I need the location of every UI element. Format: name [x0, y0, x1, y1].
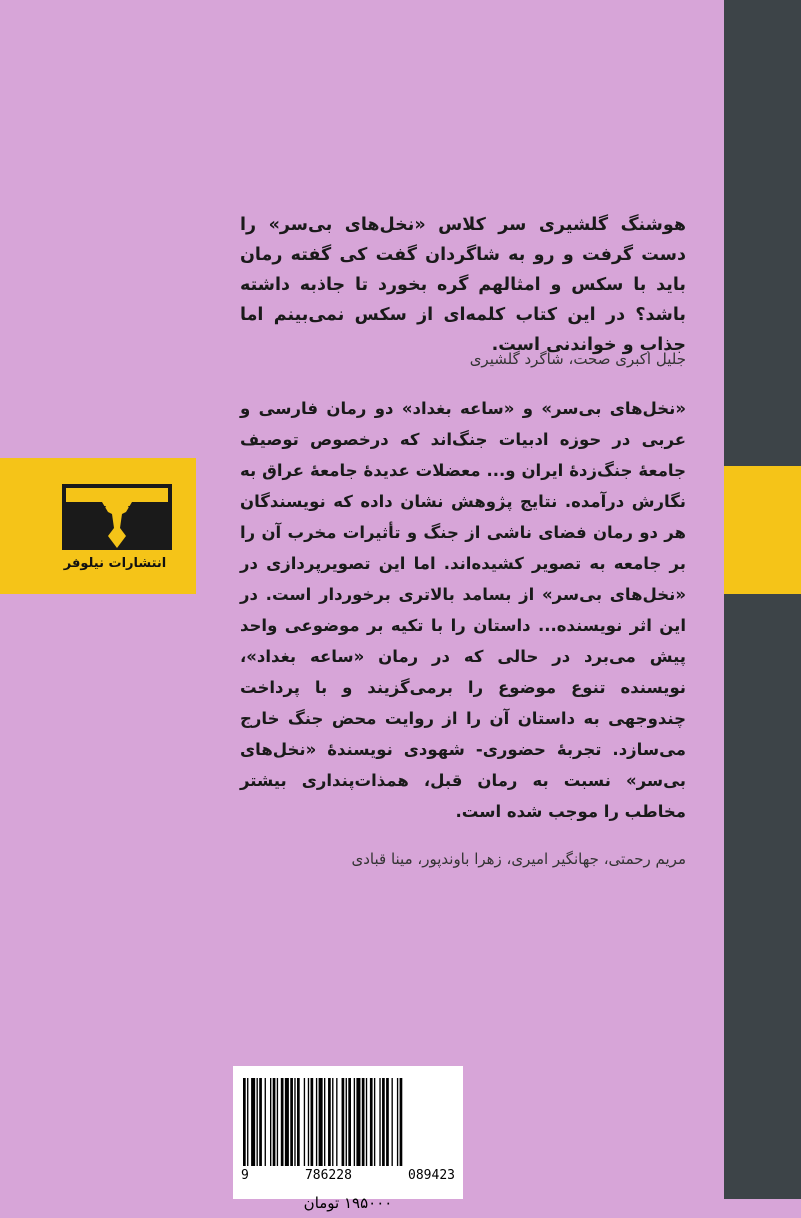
barcode-bar [354, 1078, 355, 1166]
barcode-bar [346, 1078, 347, 1166]
barcode-bar [290, 1078, 293, 1166]
barcode-bar [379, 1078, 380, 1166]
nilufar-publisher-logo-icon [62, 484, 172, 562]
isbn-digit-group: 9 [241, 1168, 249, 1183]
barcode-bar [270, 1078, 271, 1166]
barcode-bar [297, 1078, 300, 1166]
barcode-bar [392, 1078, 393, 1166]
barcode-bar [400, 1078, 403, 1166]
barcode-bar [277, 1078, 278, 1166]
barcode-bar [362, 1078, 365, 1166]
barcode-bar [247, 1078, 248, 1166]
barcode-bar [382, 1078, 385, 1166]
barcode-bar [294, 1078, 295, 1166]
barcode-bar [257, 1078, 258, 1166]
barcode-bar [311, 1078, 314, 1166]
price-label: ۱۹۵۰۰۰ تومان [303, 1194, 393, 1212]
barcode-bar [366, 1078, 367, 1166]
barcode-bar [265, 1078, 266, 1166]
barcode-bar [374, 1078, 375, 1166]
barcode-bar [356, 1078, 360, 1166]
spine-accent-band [724, 466, 801, 594]
isbn-digit-group: 089423 [408, 1168, 455, 1183]
barcode-bar [285, 1078, 289, 1166]
review-quote-2-authors: مریم رحمتی، جهانگیر امیری، زهرا باوندپور، مینا قبادی [351, 850, 686, 868]
barcode-bar [273, 1078, 276, 1166]
review-quote-1: هوشنگ گلشیری سر کلاس «نخل‌های بی‌سر» را دست گرفت و رو به شاگردان گفت کی گفته رمان باید با سکس و امثالهم گره بخورد تا جاذبه داشته باشد؟ در این کتاب کلمه‌ای از سکس نمی‌بینم اما جذاب و خواندنی است. [240, 215, 686, 355]
barcode-bar [316, 1078, 317, 1166]
barcode-bar [308, 1078, 309, 1166]
barcode-bar [243, 1078, 246, 1166]
publisher-name: انتشارات نیلوفر [63, 556, 167, 571]
barcode-bar [251, 1078, 255, 1166]
barcode-bar [328, 1078, 331, 1166]
barcode-bar [386, 1078, 389, 1166]
barcode-bar [332, 1078, 333, 1166]
barcode-bar [342, 1078, 345, 1166]
barcode-bar [304, 1078, 305, 1166]
barcode-bar [319, 1078, 323, 1166]
barcode-bar [336, 1078, 337, 1166]
review-quote-2: «نخل‌های بی‌سر» و «ساعه بغداد» دو رمان فارسی و عربی در حوزه ادبیات جنگ‌اند که درخصوص توصیف جامعهٔ جنگ‌زدهٔ ایران و... معضلات عدیدهٔ جامعهٔ عراق به نگارش درآمده. نتایج پژوهش نشان داده که نویسندگان هر دو رمان فضای ناشی از جنگ و تأثیرات مخرب آن را بر جامعه به تصویر کشیده‌اند. اما این تصویرپردازی در «نخل‌های بی‌سر» از بسامد بالاتری برخوردار است. در این اثر نویسنده... داستان را با تکیه بر موضوعی واحد پیش می‌برد در حالی که در رمان «ساعه بغداد»، نویسنده تنوع موضوع را برمی‌گزیند و با پرداخت چندوجهی به داستان آن را از روایت محض جنگ خارج می‌سازد. تجربهٔ حضوری- شهودی نویسندهٔ «نخل‌های بی‌سر» نسبت به رمان قبل، همذات‌پنداری بیشتر مخاطب را موجب شده است. [240, 399, 686, 821]
isbn-digits [241, 1168, 455, 1183]
barcode-bar [324, 1078, 325, 1166]
review-quote-1-author: جلیل اکبری صحت، شاگرد گلشیری [469, 350, 686, 368]
isbn-digit-group: 786228 [304, 1168, 352, 1183]
barcode-label [233, 1066, 463, 1212]
barcode-bar [397, 1078, 398, 1166]
barcode-bar [370, 1078, 373, 1166]
barcode-icon [241, 1078, 455, 1166]
barcode-bar [281, 1078, 284, 1166]
book-spine [724, 0, 801, 1199]
barcode-bar [259, 1078, 262, 1166]
barcode-bar [348, 1078, 351, 1166]
